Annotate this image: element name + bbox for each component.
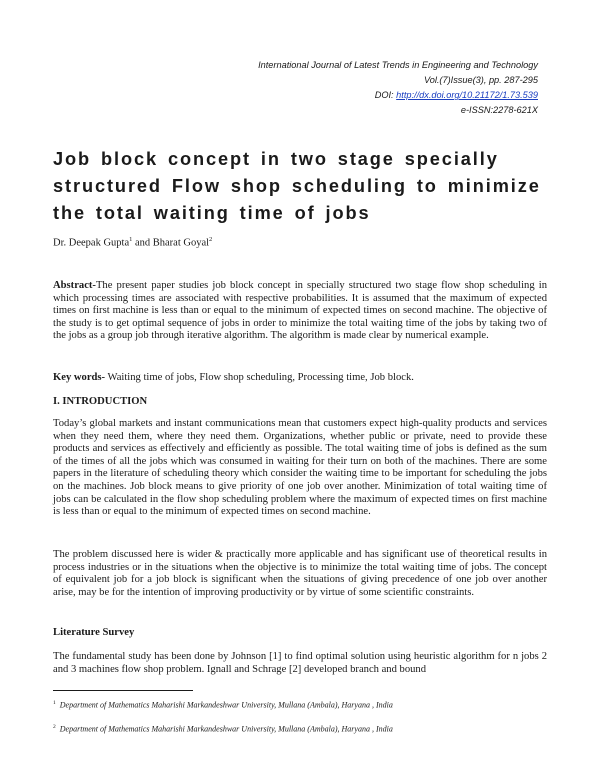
footnote-mark: 2 <box>53 724 56 730</box>
title-line-1: Job block concept in two stage specially <box>53 149 499 169</box>
issn: e-ISSN:2278-621X <box>460 105 538 115</box>
author-2-mark: 2 <box>209 236 213 243</box>
abstract <box>53 280 547 343</box>
footnote-divider <box>53 690 193 691</box>
author-1: Dr. Deepak Gupta <box>53 237 130 249</box>
footnote-text: Department of Mathematics Maharishi Markandeshwar University, Mullana (Ambala), Haryana , India <box>59 724 393 734</box>
keywords-label: Key words- <box>53 372 106 383</box>
journal-name: International Journal of Latest Trends in Engineering and Technology <box>258 60 538 70</box>
author-joiner: and Bharat Goyal <box>132 237 210 249</box>
title-line-2: structured Flow shop scheduling to minimize <box>53 176 541 196</box>
intro-paragraph-2: The problem discussed here is wider & practically more applicable and has significant use of theoretical results in process industries or in the situations when the objective is to minimize the total waiting time of jobs. The concept of equivalent job for a job block is significant when the situations of giving precedence of one job over another arise, may be for the intention of improving productivity or by virtue of some scientific constraints. <box>53 549 547 598</box>
author-1-mark: 1 <box>129 236 133 243</box>
section-heading-literature: Literature Survey <box>53 627 135 638</box>
footnote-text: Department of Mathematics Maharishi Markandeshwar University, Mullana (Ambala), Haryana , India <box>59 700 393 710</box>
footnote-2 <box>53 722 547 735</box>
title-line-3: the total waiting time of jobs <box>53 203 371 223</box>
authors <box>53 236 212 249</box>
keywords <box>53 372 547 385</box>
abstract-text: The present paper studies job block concept in specially structured two stage flow shop scheduling in which processing times are associated with respective probabilities. It is assumed that the maximum of expected times on first machine is less than or equal to the minimum of expected times on second machine. The objective of the study is to get optimal sequence of jobs in order to minimize the total waiting time of the jobs by taking two of the jobs as a group job through iterative algorithm. The algorithm is made clear by numerical example. <box>53 280 547 342</box>
doi-line <box>118 88 538 103</box>
footnote-1 <box>53 698 547 711</box>
keywords-text: Waiting time of jobs, Flow shop scheduling, Processing time, Job block. <box>105 372 414 383</box>
doi-link[interactable]: http://dx.doi.org/10.21172/1.73.539 <box>396 90 538 100</box>
doi-label: DOI: <box>374 90 397 100</box>
volume-info: Vol.(7)Issue(3), pp. 287-295 <box>423 75 538 85</box>
literature-paragraph: The fundamental study has been done by Johnson [1] to find optimal solution using heuristic algorithm for n jobs 2 and 3 machines flow shop problem. Ignall and Schrage [2] developed branch and bound <box>53 651 547 675</box>
section-heading-introduction: I. INTRODUCTION <box>53 396 148 407</box>
abstract-label: Abstract- <box>53 280 96 291</box>
journal-header <box>118 58 538 118</box>
paper-title <box>53 146 553 227</box>
intro-paragraph-1: Today’s global markets and instant communications mean that customers expect high-quality products and services when they need them, where they need them. Organizations, whether public or private, need to provide these products and services as effectively and efficiently as possible. The total waiting time of jobs is defined as the sum of the times of all the jobs which was consumed in waiting for their turn on both of the machines. There are some papers in the literature of scheduling theory which consider the waiting time to be important for scheduling the jobs on the machines. Job block means to give priority of one job over another. Minimization of total waiting time of jobs can be calculated in the flow shop scheduling problem where the maximum of expected times on first machine is less than or equal to the minimum of expected times on second machine. <box>53 418 547 518</box>
footnote-mark: 1 <box>53 700 56 706</box>
